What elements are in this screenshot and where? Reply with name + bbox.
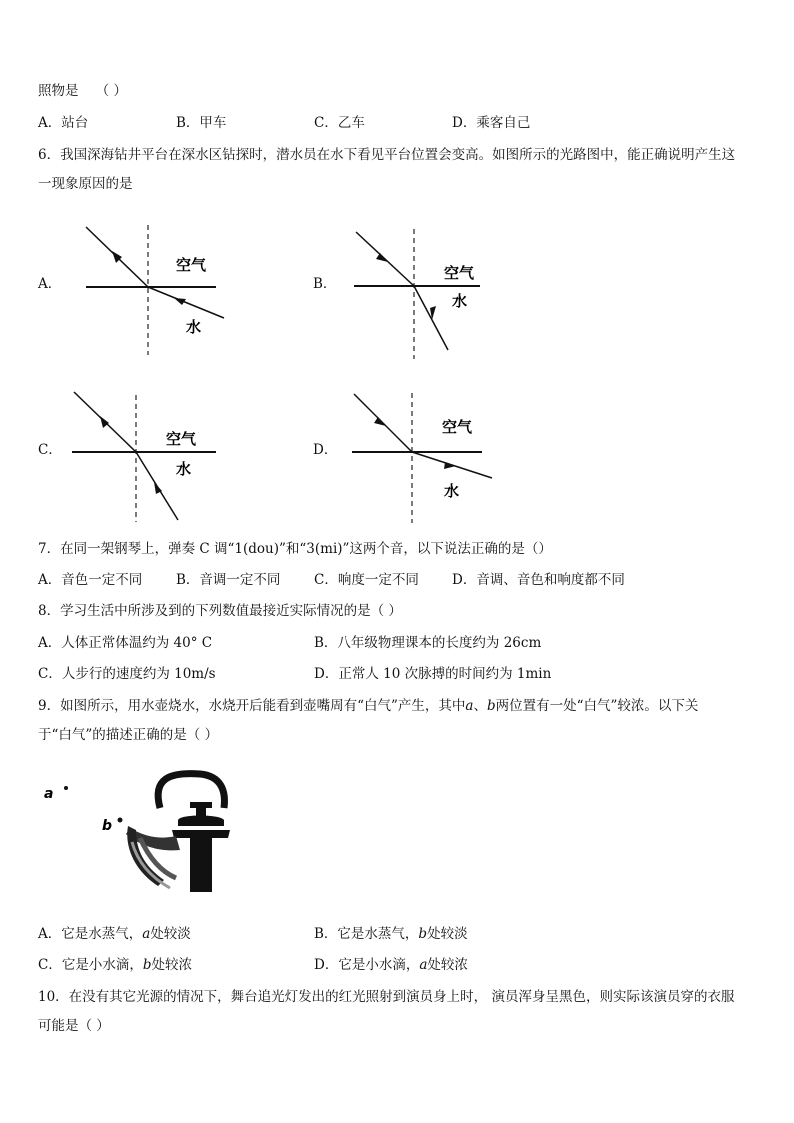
- water-label: 水: [176, 460, 192, 478]
- q9-option-d[interactable]: D．它是小水滴，a处较浓: [314, 957, 468, 973]
- q5-option-b[interactable]: B．甲车: [176, 115, 227, 131]
- q8-option-b[interactable]: B．八年级物理课本的长度约为 26cm: [314, 635, 542, 651]
- arrow-right-icon: [444, 462, 456, 469]
- q7-option-b[interactable]: B．音调一定不同: [176, 572, 281, 588]
- q10-stem-line2: 可能是（ ）: [38, 1018, 110, 1034]
- q10-stem-line1: 10．在没有其它光源的情况下，舞台追光灯发出的红光照射到演员身上时， 演员浑身呈黑色，则实际该演员穿的衣服: [38, 989, 735, 1005]
- q9-option-a[interactable]: A．它是水蒸气，a处较淡: [38, 926, 191, 942]
- point-b-dot: [118, 818, 123, 823]
- q7-option-d[interactable]: D．音调、音色和响度都不同: [452, 572, 625, 588]
- water-label: 水: [186, 318, 202, 336]
- q8-stem: 8．学习生活中所涉及到的下列数值最接近实际情况的是（ ）: [38, 603, 402, 619]
- air-label: 空气: [176, 256, 207, 274]
- arrow-down-right-icon: [376, 253, 388, 262]
- q6-diagram-b[interactable]: [348, 224, 508, 364]
- water-label: 水: [452, 292, 468, 310]
- q9-stem-line2: 于“白气”的描述正确的是（ ）: [38, 727, 219, 743]
- kettle-figure: [40, 768, 240, 898]
- arrow-down-right-icon: [374, 417, 386, 426]
- air-label: 空气: [442, 418, 473, 436]
- q6-option-c-letter[interactable]: C．: [38, 442, 62, 458]
- q5-option-a[interactable]: A．站台: [38, 115, 89, 131]
- water-label: 水: [444, 482, 460, 500]
- q7-option-c[interactable]: C．响度一定不同: [314, 572, 419, 588]
- q8-option-d[interactable]: D．正常人 10 次脉搏的时间约为 1min: [314, 666, 552, 682]
- air-label: 空气: [166, 430, 197, 448]
- q6-option-a-letter[interactable]: A．: [38, 276, 62, 292]
- q9-option-b[interactable]: B．它是水蒸气，b处较淡: [314, 926, 468, 942]
- q7-stem: 7．在同一架钢琴上，弹奏 C 调“1(dou)”和“3(mi)”这两个音，以下说法正确的是（）: [38, 541, 552, 557]
- air-label: 空气: [444, 264, 475, 282]
- kettle-body: [190, 832, 212, 892]
- kettle-lid: [178, 816, 224, 827]
- point-a-dot: [64, 786, 68, 790]
- arrow-up-left-icon: [100, 416, 109, 428]
- q7-option-a[interactable]: A．音色一定不同: [38, 572, 143, 588]
- q6-option-b-letter[interactable]: B．: [313, 276, 337, 292]
- ray-water: [414, 286, 448, 350]
- q9-option-c[interactable]: C．它是小水滴，b处较浓: [38, 957, 192, 973]
- arrow-left-icon: [174, 298, 186, 305]
- q6-stem-line2: 一现象原因的是: [38, 176, 133, 192]
- q6-diagram-a[interactable]: [78, 220, 238, 360]
- point-a-label: a: [44, 786, 54, 802]
- q5-text: 照物是 （ ）: [38, 83, 127, 99]
- ray-water: [148, 287, 224, 318]
- q5-option-c[interactable]: C．乙车: [314, 115, 365, 131]
- q6-diagram-d[interactable]: [346, 388, 506, 528]
- q6-diagram-c[interactable]: [66, 390, 226, 530]
- point-b-label: b: [102, 818, 113, 834]
- q9-stem-line1: 9．如图所示，用水壶烧水，水烧开后能看到壶嘴周有“白气”产生，其中a、b两位置有一处“白气”较浓。以下关: [38, 698, 699, 714]
- q6-stem-line1: 6．我国深海钻井平台在深水区钻探时，潜水员在水下看见平台位置会变高。如图所示的光路图中，能正确说明产生这: [38, 147, 736, 163]
- q6-option-d-letter[interactable]: D．: [313, 442, 338, 458]
- q5-option-d[interactable]: D．乘客自己: [452, 115, 531, 131]
- q8-option-a[interactable]: A．人体正常体温约为 40° C: [38, 635, 213, 651]
- q8-option-c[interactable]: C．人步行的速度约为 10m/s: [38, 666, 216, 682]
